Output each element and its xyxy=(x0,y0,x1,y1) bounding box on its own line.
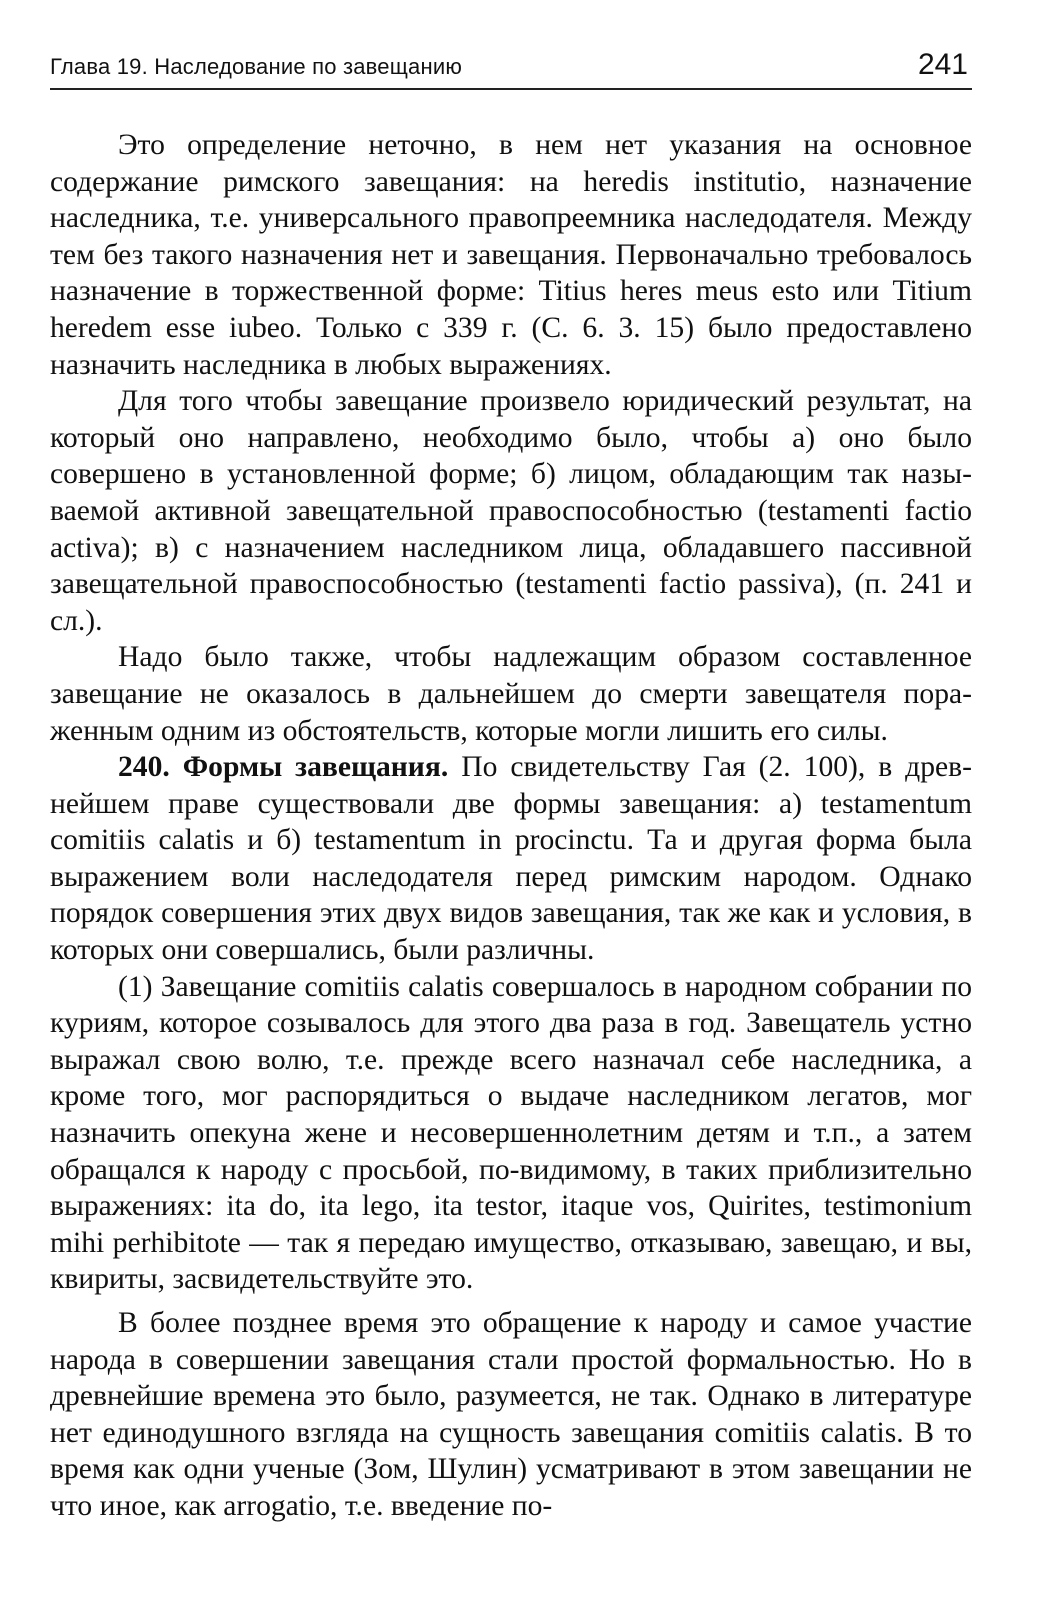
paragraph-text: Надо было также, чтобы надлежащим образом составленное завещание не оказалось в дальнейшем до смерти завещателя пораженным одним из обстоятельств, которые могли лишить его силы. xyxy=(50,641,972,747)
paragraph-text: По свидетельству Гая (2. 100), в древнейшем праве существовали две формы завещания: а) testamentum comitiis calatis и б) testamentum in procinctu. Та и другая форма была выражением воли наследодателя перед римским народом. Однако порядок совершения этих двух видов завещания, так же как и условия, в которых они совершались, были различны. xyxy=(50,751,972,967)
paragraph-section-240 xyxy=(50,749,972,969)
body-text xyxy=(50,127,972,1525)
paragraph-text: В более позднее время это обращение к народу и самое участие народа в совершении завещания стали простой формальностью. Но в древнейшие времена это было, разумеется, не так. Однако в литературе нет единодушного взгляда на сущность завещания comitiis calatis. В то время как одни ученые (Зом, Шулин) усматривают в этом завещании не что иное, как arrogatio, т.е. введение по- xyxy=(50,1307,972,1522)
paragraph-text: (1) Завещание comitiis calatis совершалось в народном собрании по куриям, которое созывалось для этого два раза в год. Завещатель устно выражал свою волю, т.е. прежде всего назначал себе наследника, а кроме того, мог распорядиться о выдаче наследником легатов, мог назначить опекуна жене и несовершеннолетним детям и т.п., а затем обращался к народу с просьбой, по-видимому, в таких приблизительно выражениях: ita do, ita lego, ita testor, itaque vos, Quirites, testimonium mihi perhibitote — так я передаю имущество, отказываю, завещаю, и вы, квириты, засвидетельствуйте это. xyxy=(50,970,972,1296)
section-heading: 240. Формы завещания. xyxy=(118,751,449,784)
page-number: 241 xyxy=(917,48,968,81)
chapter-title: Глава 19. Наследование по завещанию xyxy=(50,54,463,79)
paragraph-later-period xyxy=(50,1305,972,1525)
paragraph-comitiis-calatis xyxy=(50,969,972,1298)
paragraph-validity-conditions xyxy=(50,383,972,639)
running-header xyxy=(50,38,972,90)
paragraph-definition-critique xyxy=(50,127,972,383)
book-page xyxy=(50,38,972,1525)
paragraph-text: Для того чтобы завещание произвело юридический результат, на который оно направлено, необходимо было, чтобы а) оно было совершено в установленной форме; б) лицом, обладающим так называемой активной завещательной правоспособностью (testamenti factio activa); в) с назначением наследником лица, обладавшего пассивной завещательной правоспособностью (testamenti factio passiva), (п. 241 и сл.). xyxy=(50,385,972,637)
paragraph-subsequent-invalidity xyxy=(50,639,972,749)
paragraph-text: Это определение неточно, в нем нет указания на основное содержание римского завещания: на heredis institutio, назначение наследника, т.е. универсального правопреемника наследодателя. Между тем без такого назначения нет и завещания. Первоначально требовалось назначение в торжественной форме: Titius heres meus esto или Titium heredem esse iubeo. Только с 339 г. (С. 6. 3. 15) было предоставлено назначить наследника в любых выражениях. xyxy=(50,129,972,381)
